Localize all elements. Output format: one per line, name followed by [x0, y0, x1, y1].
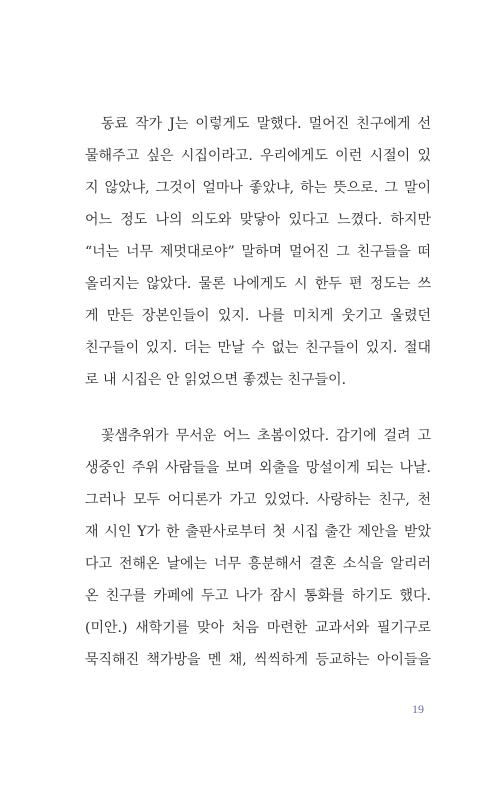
paragraph-line: “너는 너무 제멋대로야” 말하며 멀어진 그 친구들을 떠 [85, 244, 431, 260]
paragraph-2 [85, 420, 431, 676]
page-number: 19 [412, 702, 424, 716]
paragraph-line: 꽃샘추위가 무서운 어느 초봄이었다. 감기에 걸려 고 [101, 428, 431, 444]
paragraph-line: 물해주고 싶은 시집이라고. 우리에게도 이런 시절이 있 [85, 148, 431, 164]
paragraph-line: 게 만든 장본인들이 있지. 나를 미치게 웃기고 울렸던 [85, 308, 431, 324]
paragraph-1 [85, 108, 431, 396]
paragraph-line: 지 않았냐, 그것이 얼마나 좋았냐, 하는 뜻으로. 그 말이 [85, 180, 431, 196]
paragraph-line: 다고 전해온 날에는 너무 흥분해서 결혼 소식을 알리러 [85, 556, 431, 572]
paragraph-line: 어느 정도 나의 의도와 맞닿아 있다고 느꼈다. 하지만 [85, 212, 431, 228]
paragraph-line: 친구들이 있지. 더는 만날 수 없는 친구들이 있지. 절대 [85, 340, 431, 356]
paragraph-line: 로 내 시집은 안 읽었으면 좋겠는 친구들이. [85, 372, 347, 388]
paragraph-line: 묵직해진 책가방을 멘 채, 씩씩하게 등교하는 아이들을 [85, 652, 431, 668]
paragraph-line: 동료 작가 J는 이렇게도 말했다. 멀어진 친구에게 선 [101, 116, 431, 132]
paragraph-line: 생중인 주위 사람들을 보며 외출을 망설이게 되는 나날. [85, 460, 431, 476]
paragraph-line: 재 시인 Y가 한 출판사로부터 첫 시집 출간 제안을 받았 [85, 524, 431, 540]
paragraph-line: (미안.) 새학기를 맞아 처음 마련한 교과서와 필기구로 [85, 620, 431, 636]
paragraph-line: 온 친구를 카페에 두고 나가 잠시 통화를 하기도 했다. [85, 588, 431, 604]
paragraph-line: 그러나 모두 어디론가 가고 있었다. 사랑하는 친구, 천 [85, 492, 431, 508]
paragraph-line: 올리지는 않았다. 물론 나에게도 시 한두 편 정도는 쓰 [85, 276, 431, 292]
